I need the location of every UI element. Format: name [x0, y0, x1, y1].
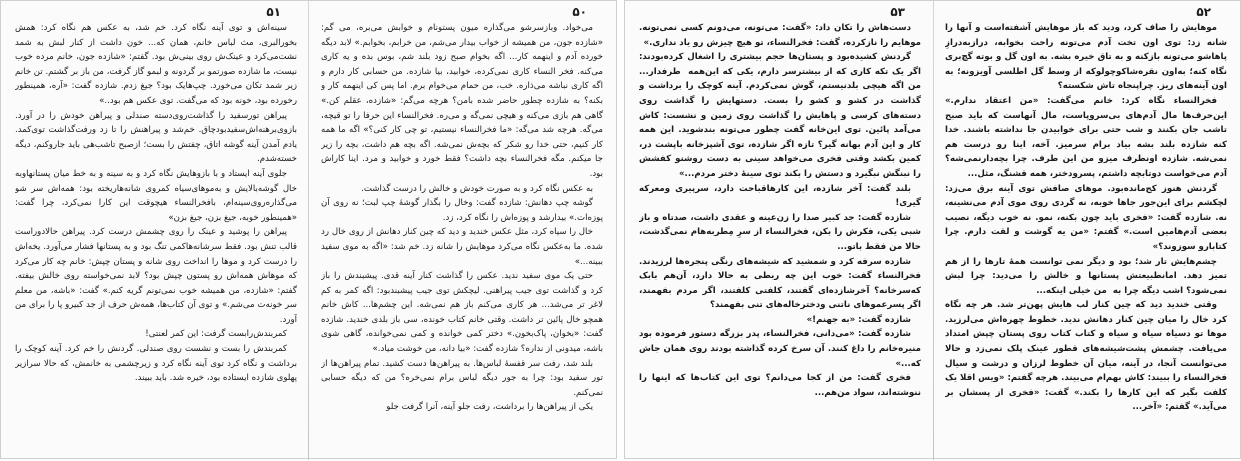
paragraph: به عکس نگاه کرد و به صورت خودش و خالش را درست گذاشت.	[361, 183, 593, 194]
paragraph: شازده گفت: «می‌دانی، فخرالنساء، پدر بزرگه دستور فرموده بود منیره‌خانم را داغ کنند. آن‌ سرخ کرده گذاشته بودند روی همان جاش که...»	[639, 329, 921, 369]
paragraph: سینه‌اش و توی آینه نگاه کرد. خم شد، به عکس هم نگاه کرد: همش بخورالبری، مث لباس خانم، همان که... خون داشت از کنار لبش به شمد نشت‌می‌کرد و عینک‌ش روی بینی‌ش بود. گفتم: «شازده جون، خانم مرده خوب نیست، ما شازده صورتمو بر گردونه و لبمو گاز گرفت، من باز بر گشتم. تن خانم زیر شمد تکان می‌خورد. چپ‌هایک بود؟ جیغ زدم. شازده گفت: «آره، همینطور رخورده بود، خونه بود که می‌گفت. توی عکس هم بود..»	[15, 23, 297, 106]
paragraph: کمربندش‌ را بست‌ و نشست‌ روی صندلی. گردنش‌ را خم کرد. آینه کوچک را برداشت و نگاه کرد توی آینه نگاه کرد و زیرچشمی‌ به خانمش، که حالا سرازیر‌ پهلوی ‌شازده ایستاده بود، خیره شد. باید ببیند.	[15, 344, 297, 384]
right-spread-gutter	[933, 1, 934, 460]
page-50	[317, 5, 607, 453]
paragraph: دست‌هاش را تکان داد: «گفت: می‌تونه، می‌دونم کسی نمی‌تونه. موهایم را نازکرده، گفت: فخرالنساء، تو هیچ‌ چیزش‌ رو یاد نداری.»	[639, 23, 921, 48]
paragraph: گوشه‌ چپ‌ دهانش: شازده گفت: وخال را بگذار گوشهٔ چپ لبت؛ نه روی آن پوزه‌ات.» بیدارشد و پوزه‌اش را نگاه کرد، زد.	[321, 198, 603, 223]
paragraph: بلند شد، رفت سر قفسهٔ لباس‌ها. به پیراهن‌ها دست کشید. تمام پیراهن‌ها از تور سفید بود: چرا به جور دیگه لباس برام نمی‌خره؟ من که دیگه حسابی نمی‌کنم.	[321, 358, 603, 398]
page-number: ۵۰	[572, 5, 587, 19]
paragraph: بلند گفت: آخر شازده، این کارهاقباحت دارد، سرپیری‌ ومعرکه گیری!	[639, 183, 921, 209]
paragraph: کمربندش‌را‌بست‌ گرفت: این کمر لعنتی!	[145, 329, 287, 340]
page-number: ۵۱	[266, 5, 281, 19]
paragraph: خال را سیاه کرد، مثل عکس خندید و دید که چین کنار دهانش از روی خال رد شده. ما به‌عکس نگاه می‌کرد موهایش را شانه زد. خم شد: «اگه به موی سفید ببینه...»	[321, 227, 603, 267]
paragraph: فخری گفت: من از کجا می‌دانم؟ توی این کتاب‌ها که اینها را ننوشته‌اند، سواد من‌هم...	[639, 373, 921, 398]
paragraph: پیراهن تورسفید را گذاشت‌روی‌دسته صندلی و پیراهن خودش را در آورد. بازوی‌برهنه‌اش‌سفید‌بود‌چاق. خم‌شد‌ و پیراهنش را تا زد ورفت‌گذاشت‌ توی‌کمد. یادم‌ آمدن آینه گوشه‌ اتاق، چفتش‌ را بست؛ ازصبح تا‌شب‌هی باید جاروکنم، دیگه خسته‌شدم.	[15, 110, 297, 165]
page-body	[639, 21, 921, 453]
page-51	[11, 5, 301, 453]
page-body	[321, 21, 603, 453]
paragraph: می‌خواد. وبازسرشو می‌گذاره میون پستونام‌ و خوابش‌ می‌بره، می گم: «شازده جون، من‌ همیشه از خواب بیدار می‌شم، من خرابم، بخوابم.» لابد دیگه خورده ‌آدم و اینهمه کار... اگه‌ بخوام صبح زود بلند شم، بوس بده و یه کاری می‌کنه. فخر النساء کاری نمی‌کرده، خوابید، بیا شازده. من‌ حسابی کار دارم و اگه کاری نباشه می‌ذاره. خب، من حمام‌ می‌خوام ‌برم. اما پس کی اینهمه ‌کار و بکنه؟ به شازده چطور حاضر شده بامن؟ هرچه می‌گم: «شازده، عقلم کن.» گاهی هم بازی می‌کنه و هیچی نمی‌گه و می‌ره. فخرالنساء این حرفا را تو قیچه، می‌گه. هرچه شد می‌گه: «ما فخرالنساء نیستیم، تو چی کار کنی؟» اگه‌ ما همه ‌کار کنیم، حتی خدا رو شکر که بچه‌ش نمی‌شه. اگه ‌بچه هم داشت، بچه را زیر جا میکنم. مگه ‌فخرالنساء بچه ‌داشت؟ فقط خورد و خوابید و مرد. اینا کاراش بود.	[321, 23, 603, 179]
paragraph: گردنش هنوز کج‌مانده‌بود. موهای‌ صافش توی آینه ‌برق‌ می‌زد: لچکشم برای این‌جور جاها خوبه، نه گردی‌ روی موی آدم‌ می‌نشینه، نه. شازده گفت: «فخری باید چون بکنه، نمو. نه خوب‌ دیگه، نصیب بعضی‌ آدم‌هامیں‌ است.» گفتم: «من‌ ‌‌‌‌‌‌یه ‌‌گوشت ‌و‌ لقت ‌دارم‌. چرا کتابارو سوزوند؟»	[945, 183, 1227, 252]
page-body	[945, 21, 1227, 453]
paragraph: شازده سرفه کرد و شمشید که شیشه‌های‌ رنگی پنجره‌ها لرزیدند. فخرالنساء گفت: خوب این چه ربطی به حالا دارد، آن‌هم بابک که‌سرخانه؟ آخرشازده‌ای‌ گفتند، کلفتی کلفتند، اگر مردم بفهمند، اگر پسرعموهای ناتنی ودخترخاله‌های تنی بفهمند؟	[639, 256, 921, 311]
page-53	[635, 5, 925, 453]
paragraph: وقتی خندید‌ دید که چین‌ کنار لب ‌هایش پهن‌تر شد. هر چه نگاه کرد‌ خال را‌ میان‌ چین کنار دهانش ندید. خطوط چهره‌اش می‌لرزید. موها تو‌ دسیاه‌ سیاه‌ و سیاه‌ و کتاب‌ کتاب‌ روی‌ پستان‌ چپش‌ امتداد می‌یافت. چشمش پشت‌شیشه‌های‌ قطور عینک پلک‌ نمی‌زد و حالا‌ می‌توانست آنجا، در آینه، میان‌ آن خطوط لرزان و درشت‌ و سیال‌ فخرالنساء را ببیند: کاش بهم‌ام‌ می‌بیند. هرچه ‌گفتم: «ویس‌ اقلا یک‌ کلفت بگیر که این ‌کارها را بکند.» گفت: «فخری از پسشان‌ بر می‌آید.» گفتم: «آخر...	[945, 300, 1227, 413]
paragraph: شازده گفت: «به جهنم!»	[806, 314, 911, 325]
paragraph: یکی از پیراهن‌ها را برداشت، رفت جلو آینه، آنرا گرفت جلو	[386, 402, 593, 413]
paragraph: فخرالنساء نگاه کرد: خانم‌ می‌گفت: «من اعتقاد ندارم.» این‌حرف‌ها مال آدم‌های بی‌سروپاست، مال آنهاست که‌ باید صبح ‌تاشب جان بکنند و شب حتی برای خوابیدن جا نداشته ‌باشند. خدا کنه شازده بلند بشه‌ بیاد برام‌ سرمیز. آخه، اینا‌ رو‌ درست ‌هم ‌نمی‌‌‌‌شه. شازده‌ اونطرف میز‌و‌ من‌ این‌ طرف. چرا بچه‌دارنمی‌شه؟ آدم‌ می‌خواست دوتابچه داشتم، پسرودختر، همه قشنگ، مثل...	[945, 95, 1227, 179]
page-body	[15, 21, 297, 453]
left-spread	[0, 0, 617, 459]
paragraph: حتی یک موی سفید ندید. عکس را گذاشت کنار آینه قدی. پیشبندش را باز کرد و گذاشت توی جیب ‌پیراهنی. لیچکش توی جیب پیشبندبود: اگه کمر به کم لاغر تر می‌شد... هر کاری می‌کنم باز هم نمی‌شه. این چشم‌ها... کاش خانم ‌همچو خال پائین‌ تر داشت. وقتی خانم کتاب خونده، سی باز بلدی خندید. شازده گفت: «بخوان، پاک‌بخون.» دختر کمی خوانده و کمی نمی‌خوانده، گاهی شوی باشه، میدونی از نداره؟ شازده گفت: «بیا دانه، من خوشت میاد.»	[321, 271, 603, 355]
paragraph: جلوی آینه ایستاد و با بازوهایش نگاه کرد و به سینه و به خط میان پستانهاوبه‌ خال گوشه‌بالایش‌ و‌ به‌موهای‌سیاه‌ کمروی‌ شانه‌هاریخته بود: همه‌اش سر شو می‌گذاره‌روی‌سینه‌ام، با‌فخرالنساء هیچوقت‌ این کارا نمی‌کرد، چرا گفت: «همینطور خوبه، جیغ بزن، جیغ بزن»	[15, 168, 297, 223]
paragraph: پیراهن را پوشید و عینک را روی چشمش درست کرد. پیراهن حالادوراست قالب تنش بود. فقط سرشانه‌هاکمی‌ تنگ‌ بود و به پستانها فشار می‌آورد. یخه‌اش را درست کرد و موها را انداخت روی شانه و پستان چپش: خانم‌ چه‌ کار می‌کرد که موهاش همه‌اش رو پستون چپش بود؟ لابد نمی‌خواسته روی‌ خالش‌ بیفته. گفتم: «شازده، من‌ همیشه خوب نمی‌تونم‌ گریه‌ کنم.» گفت: «باشه، من‌ معلم‌ سر خونه‌ت‌ می‌شم.» و توی آن کتاب‌ها، همه‌ش حرف از جد کبیرو ‌پا را برای‌ من آورد.	[15, 227, 297, 325]
left-spread-gutter	[308, 1, 309, 460]
paragraph: شازده گفت: جد کبیر صدا را زن‌عینه‌ و عقدی داشت، صدتاه و باز شبی یکی، فکرش‌ را بکن، فخرالنساء از سرِ مِطربه‌هام‌ نمی‌گذشت، حالا من‌ فقط باتو...	[639, 212, 921, 252]
right-spread	[624, 0, 1241, 459]
paragraph: چشم‌هایش تار شد؛ بود و دیگر نمی‌ توانست همهٔ‌ تارها را از هم تمیز دهد. امانطبیعتش پستانها و خالش را می‌دید: چرا لبش‌ نمی‌شود؟ اشب‌ دیگه‌ چرا به‌ ‌‌‌‌‌‌‌‌‌‌‌‌‌‌‌‌‌‌ من خیلی‌ اینکه...	[945, 256, 1227, 296]
page-number: ۵۳	[890, 5, 905, 19]
page-number: ۵۲	[1196, 5, 1211, 19]
paragraph: موهایش را صاف کرد، ودید که باز موهایش آشفته‌است و آنها را شانه زد: توی اون تخت آدم می‌تونه راحت بخوابه، درازبه‌درازِ پاهاشو می‌تونه‌ بازکنه و به تاق خیره بشه. به اون گل و بوته گچ‌بری‌ نگاه کنه؛ به‌اون‌ نقره‌شاکوچولوکه‌ از وسط گل اطلسی‌ آویزونه؛ به‌ اون‌ آینه‌های ریز. چراپنجاه‌ تاش شکسته؟	[945, 23, 1227, 92]
paragraph: گردنش کشیده‌بود و پستان‌ها حجم بیشتری را اشغال کرده‌بودند: اگر یک‌ تکه کاری که از بیشترسر دارم، یکی که این‌همه ‌‌ طرفدار... من اگه هیچی بلدنیستم، گوش نمی‌کردم. آینه کوچک را ‌برداشت و گذاشت در کشو و کشو را بست. دستهایش را گذاشت‌ روی‌ دسته‌های کرسی و پاهایش را گذاشت روی زمین و نشست: کاش می‌آمد پائین. توی این‌خانه گفت چطور می‌تونه بندشوید. این‌ همه کار و این آدم بهانه گیر؟ تازه اگر شازده، توی آشپزخانه باپشت در، کمین بکشد وقتی فخری می‌خواهد سینی‌ به دست روشنو کفشش را نبنگش‌ نبگیرد و دستش را بکند توی سینهٔ دختر مردم...»	[639, 52, 921, 179]
page-52	[941, 5, 1231, 453]
